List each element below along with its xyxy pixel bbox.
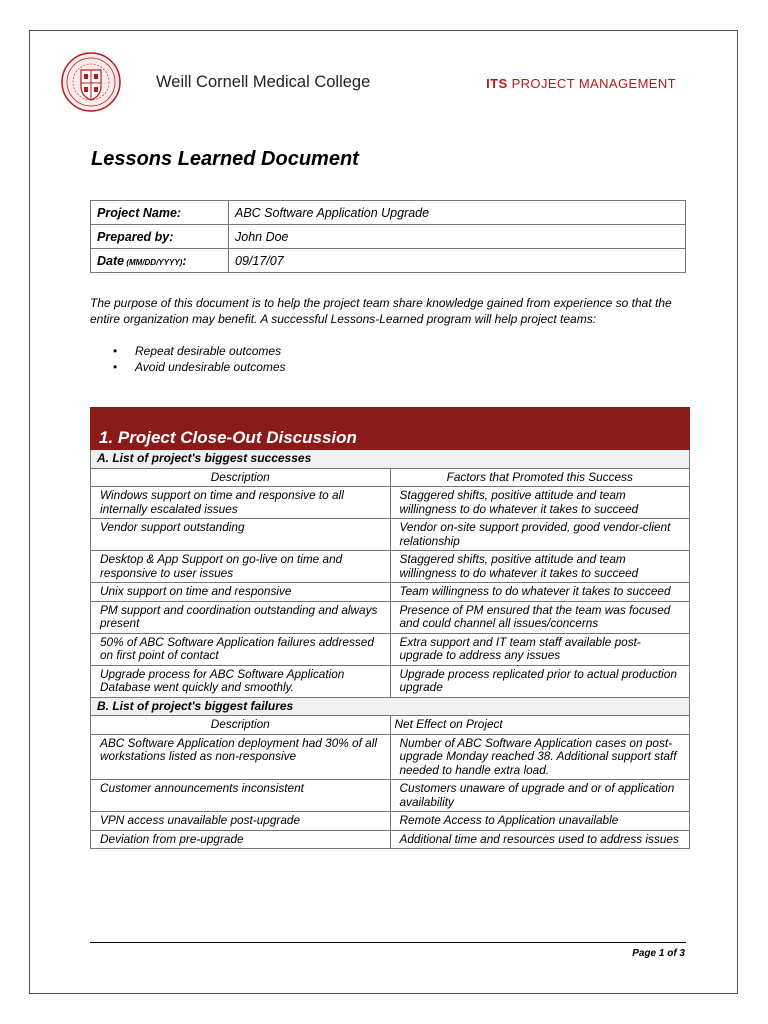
row-detail: Presence of PM ensured that the team was focused and could channel all issues/concerns: [390, 601, 690, 633]
page-number: Page 1 of 3: [632, 948, 685, 959]
column-header: Description: [91, 716, 391, 735]
table-row: [91, 601, 690, 633]
table-row: [91, 551, 690, 583]
row-description: 50% of ABC Software Application failures addressed on first point of contact: [91, 633, 391, 665]
row-detail: Number of ABC Software Application cases on post-upgrade Monday reached 38. Additional support staff needed to handle extra load.: [390, 734, 690, 780]
info-value: 09/17/07: [229, 249, 686, 273]
info-row: [91, 249, 686, 273]
subsection-heading: [91, 697, 690, 716]
bullet-item: • Avoid undesirable outcomes: [113, 360, 286, 374]
table-row: [91, 812, 690, 831]
row-detail: Vendor on-site support provided, good vendor-client relationship: [390, 519, 690, 551]
info-label: Project Name:: [91, 201, 229, 225]
table-row: [91, 633, 690, 665]
its-project-management-label: [486, 76, 676, 91]
org-name: Weill Cornell Medical College: [156, 73, 371, 91]
info-value: ABC Software Application Upgrade: [229, 201, 686, 225]
bullet-item: • Repeat desirable outcomes: [113, 344, 282, 358]
row-description: ABC Software Application deployment had 30% of all workstations listed as non-responsive: [91, 734, 391, 780]
subsection-heading-text: A. List of project's biggest successes: [91, 450, 690, 469]
column-header: Description: [91, 468, 391, 487]
closeout-discussion-table: [90, 407, 690, 849]
info-label: Date (MM/DD/YYYY):: [91, 249, 229, 273]
info-row: [91, 201, 686, 225]
section-title: 1. Project Close-Out Discussion: [91, 408, 690, 450]
row-detail: Extra support and IT team staff available post-upgrade to address any issues: [390, 633, 690, 665]
row-detail: Customers unaware of upgrade and or of application availability: [390, 780, 690, 812]
column-header-row: [91, 468, 690, 487]
column-header-row: [91, 716, 690, 735]
row-detail: Staggered shifts, positive attitude and team willingness to do whatever it takes to succeed: [390, 487, 690, 519]
subsection-heading: [91, 450, 690, 469]
row-detail: Additional time and resources used to address issues: [390, 830, 690, 849]
date-format-hint: (MM/DD/YYYY): [124, 257, 183, 267]
row-description: VPN access unavailable post-upgrade: [91, 812, 391, 831]
row-description: Unix support on time and responsive: [91, 583, 391, 602]
intro-paragraph: The purpose of this document is to help the project team share knowledge gained from experience so that the entire organization may benefit. A successful Lessons-Learned program will help project teams:: [90, 296, 672, 326]
footer-rule: [90, 942, 686, 943]
bullet-list: [113, 343, 286, 375]
project-info-table: [90, 200, 686, 273]
info-row: [91, 225, 686, 249]
table-row: [91, 830, 690, 849]
table-row: [91, 734, 690, 780]
college-seal-logo: [61, 48, 143, 116]
table-row: [91, 487, 690, 519]
row-description: Deviation from pre-upgrade: [91, 830, 391, 849]
row-description: PM support and coordination outstanding and always present: [91, 601, 391, 633]
row-description: Customer announcements inconsistent: [91, 780, 391, 812]
row-description: Vendor support outstanding: [91, 519, 391, 551]
table-row: [91, 519, 690, 551]
document-title: Lessons Learned Document: [91, 148, 359, 170]
table-row: [91, 780, 690, 812]
its-label: ITS: [486, 76, 508, 91]
row-description: Desktop & App Support on go-live on time and responsive to user issues: [91, 551, 391, 583]
row-detail: Upgrade process replicated prior to actual production upgrade: [390, 665, 690, 697]
subsection-heading-text: B. List of project's biggest failures: [91, 697, 690, 716]
section-banner: [91, 408, 690, 450]
info-label: Prepared by:: [91, 225, 229, 249]
row-description: Windows support on time and responsive to all internally escalated issues: [91, 487, 391, 519]
info-value: John Doe: [229, 225, 686, 249]
table-row: [91, 583, 690, 602]
row-detail: Staggered shifts, positive attitude and team willingness to do whatever it takes to succeed: [390, 551, 690, 583]
table-row: [91, 665, 690, 697]
row-description: Upgrade process for ABC Software Application Database went quickly and smoothly.: [91, 665, 391, 697]
column-header: Net Effect on Project: [390, 716, 690, 735]
project-management-label: PROJECT MANAGEMENT: [511, 76, 676, 91]
row-detail: Remote Access to Application unavailable: [390, 812, 690, 831]
column-header: Factors that Promoted this Success: [390, 468, 690, 487]
row-detail: Team willingness to do whatever it takes to succeed: [390, 583, 690, 602]
